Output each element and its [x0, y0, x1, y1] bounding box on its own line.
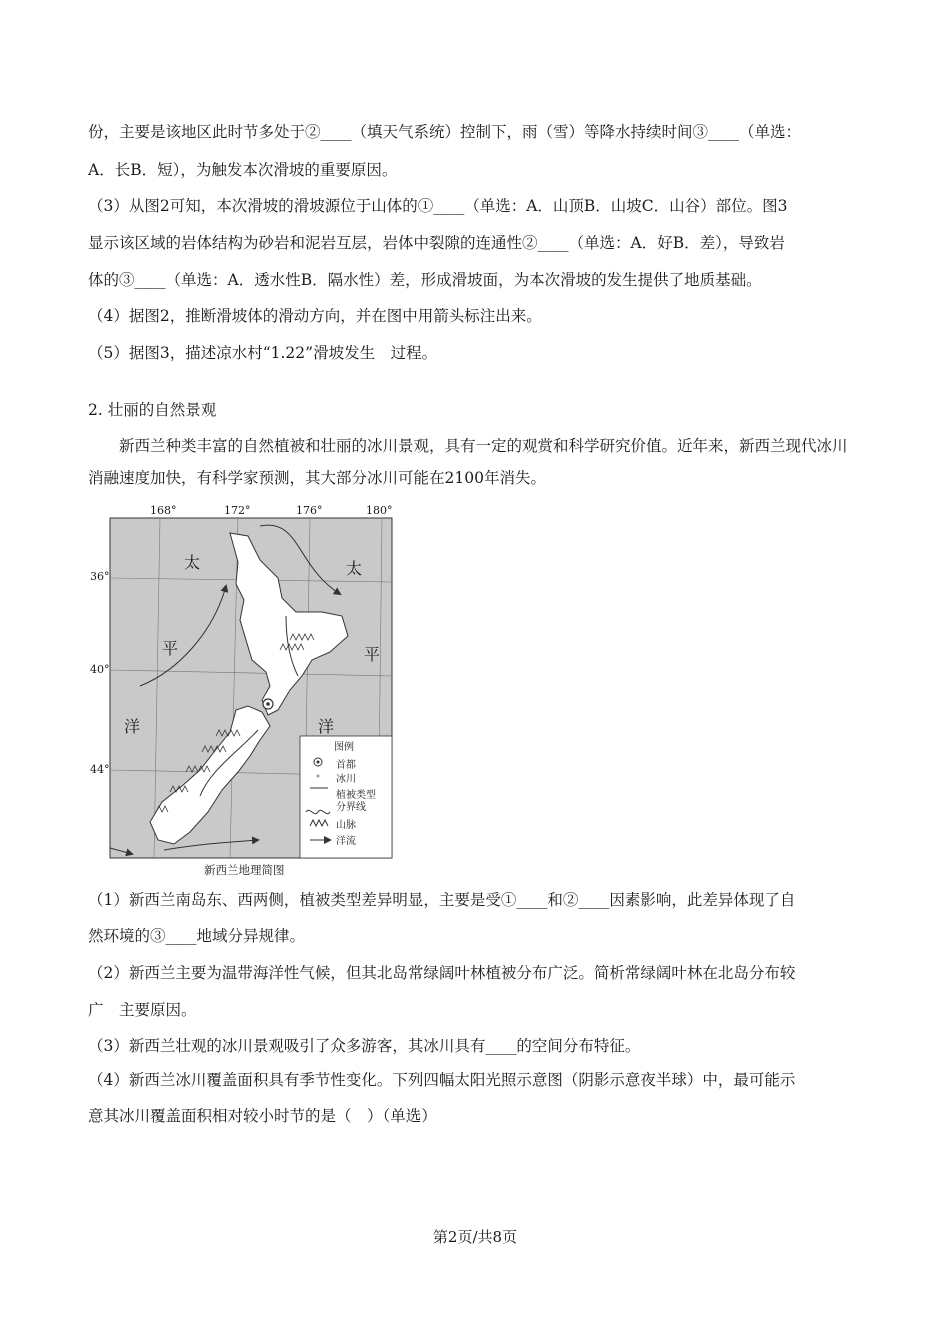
ocean-label-ping-west: 平 — [162, 639, 179, 658]
ocean-label-yang-east: 洋 — [318, 717, 335, 736]
ocean-label-ping-east: 平 — [364, 645, 381, 664]
legend-glacier: 冰川 — [336, 774, 356, 785]
question-4: （4）据图2，推断滑坡体的滑动方向，并在图中用箭头标注出来。 — [88, 307, 542, 325]
section-heading: 2. 壮丽的自然景观 — [88, 401, 217, 419]
q2-2-line-2: 广 主要原因。 — [88, 1001, 197, 1019]
q2-4-line-1: （4）新西兰冰川覆盖面积具有季节性变化。下列四幅太阳光照示意图（阴影示意夜半球）中，最可能示 — [88, 1071, 796, 1089]
q2-3: （3）新西兰壮观的冰川景观吸引了众多游客，其冰川具有____的空间分布特征。 — [88, 1037, 641, 1055]
lat-label-44: 44° — [90, 763, 110, 776]
q2-4-line-2: 意其冰川覆盖面积相对较小时节的是（ ）（单选） — [88, 1107, 437, 1125]
lat-label-40: 40° — [90, 663, 110, 676]
ocean-label-tai-east: 太 — [346, 559, 363, 578]
map-caption: 新西兰地理简图 — [204, 863, 285, 877]
ocean-label-yang-west: 洋 — [124, 717, 141, 736]
legend-vegetation-boundary: 植被类型 — [336, 790, 376, 801]
question-3-line-3: 体的③____（单选：A．透水性B．隔水性）差，形成滑坡面，为本次滑坡的发生提供了地质基础。 — [88, 271, 762, 289]
legend-capital: 首都 — [336, 760, 356, 771]
lon-label-176: 176° — [296, 504, 323, 517]
question-3-line-2: 显示该区域的岩体结构为砂岩和泥岩互层，岩体中裂隙的连通性②____（单选：A．好B．差），导致岩 — [88, 234, 785, 252]
intro-paragraph: 新西兰种类丰富的自然植被和壮丽的冰川景观，具有一定的观赏和科学研究价值。近年来，新西兰现代冰川消融速度加快，有科学家预测，其大部分冰川可能在2100年消失。 — [88, 437, 848, 487]
lat-label-36: 36° — [90, 570, 110, 583]
nz-map-figure — [90, 500, 400, 880]
legend-current: 洋流 — [336, 836, 356, 847]
question-3-line-1: （3）从图2可知，本次滑坡的滑坡源位于山体的①____（单选：A．山顶B．山坡C．山谷）部位。图3 — [88, 197, 788, 215]
page-footer: 第2页/共8页 — [432, 1228, 518, 1246]
q2-2-line-1: （2）新西兰主要为温带海洋性气候，但其北岛常绿阔叶林植被分布广泛。简析常绿阔叶林在北岛分布较 — [88, 964, 796, 982]
lon-label-180: 180° — [366, 504, 393, 517]
lon-label-172: 172° — [224, 504, 251, 517]
line-2: A．长B．短），为触发本次滑坡的重要原因。 — [88, 161, 398, 179]
lon-label-168: 168° — [150, 504, 177, 517]
q2-1-line-2: 然环境的③____地域分异规律。 — [88, 927, 306, 945]
legend-mountain: 山脉 — [336, 820, 356, 831]
question-5: （5）据图3，描述凉水村“1.22”滑坡发生 过程。 — [88, 344, 438, 362]
legend-vegetation-boundary-2: 分界线 — [336, 802, 366, 813]
legend-title: 图例 — [334, 742, 354, 753]
q2-1-line-1: （1）新西兰南岛东、西两侧，植被类型差异明显，主要是受①____和②____因素影响，此差异体现了自 — [88, 891, 796, 909]
ocean-label-tai-west: 太 — [184, 553, 201, 572]
line-1: 份，主要是该地区此时节多处于②____（填天气系统）控制下，雨（雪）等降水持续时间③____（单选： — [88, 123, 802, 141]
